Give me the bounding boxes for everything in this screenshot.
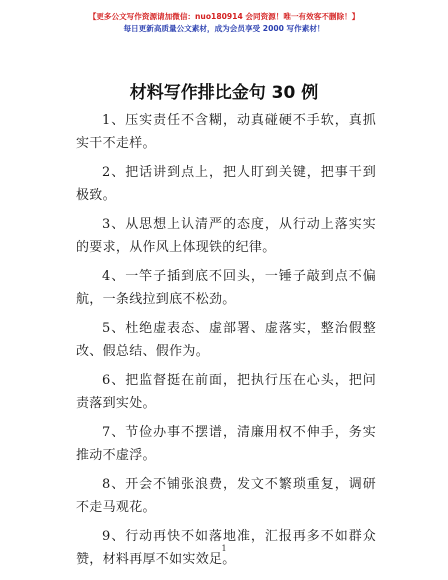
sentence-item-7: 7、节俭办事不摆谱，清廉用权不伸手，务实推动不虚浮。 bbox=[76, 425, 376, 463]
promo-banner-line-1: 【更多公文写作资源请加微信：nuo180914 会同资源！唯一有效客不删除！】 bbox=[88, 12, 360, 21]
promo-banner-line-2: 每日更新高质量公文素材，成为会员享受 2000 写作素材！ bbox=[123, 24, 325, 33]
sentence-item-9: 9、行动再快不如落地准，汇报再多不如群众赞，材料再厚不如实效足。 bbox=[76, 529, 376, 567]
sentence-item-6: 6、把监督挺在前面，把执行压在心头，把问责落到实处。 bbox=[76, 373, 376, 411]
sentence-item-2: 2、把话讲到点上，把人盯到关键，把事干到极致。 bbox=[76, 165, 376, 203]
sentence-list bbox=[76, 109, 376, 577]
sentence-item-3: 3、从思想上认清严的态度，从行动上落实实的要求，从作风上体现铁的纪律。 bbox=[76, 217, 376, 255]
sentence-item-4: 4、一竿子插到底不回头，一锤子敲到点不偏航，一条线拉到底不松劲。 bbox=[76, 269, 376, 307]
promo-banner bbox=[0, 11, 448, 35]
sentence-item-5: 5、杜绝虚表态、虚部署、虚落实，整治假整改、假总结、假作为。 bbox=[76, 321, 376, 359]
sentence-item-1: 1、压实责任不含糊，动真碰硬不手软，真抓实干不走样。 bbox=[76, 113, 376, 151]
document-title: 材料写作排比金句 30 例 bbox=[129, 83, 319, 103]
page-number: 1 bbox=[221, 544, 227, 553]
sentence-item-8: 8、开会不铺张浪费，发文不繁琐重复，调研不走马观花。 bbox=[76, 477, 376, 515]
